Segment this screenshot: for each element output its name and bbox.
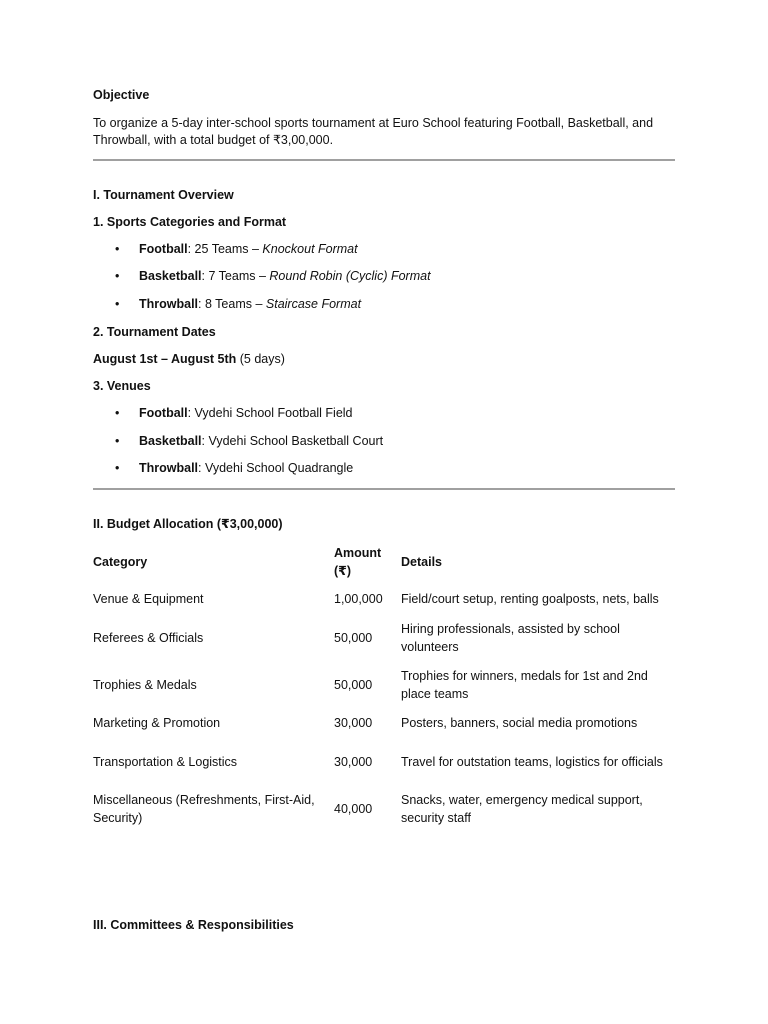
bullet-icon: • [115,406,120,420]
sport-name: Football [139,406,188,420]
amount-cell: 30,000 [334,754,373,769]
dates-duration: (5 days) [236,352,285,366]
objective-heading: Objective [93,88,150,102]
table-row [93,738,675,785]
table-row [93,661,675,708]
column-header-amount: Amount (₹) [334,546,382,578]
table-row [93,708,675,738]
divider [93,159,675,161]
details-cell: Posters, banners, social media promotions [401,716,638,730]
column-header-category: Category [93,555,148,569]
category-cell: Venue & Equipment [93,592,204,606]
amount-cell: 30,000 [334,716,373,730]
category-cell: Referees & Officials [93,630,204,645]
categories-heading: 1. Sports Categories and Format [93,215,287,229]
committees-heading: III. Committees & Responsibilities [93,918,294,932]
budget-table [93,540,675,832]
table-header-row [93,540,675,584]
table-row [93,614,675,661]
details-cell: Field/court setup, renting goalposts, nets, balls [401,592,659,606]
dates-heading: 2. Tournament Dates [93,325,216,339]
sport-name: Throwball [139,461,199,475]
tournament-dates [93,352,285,366]
venues-heading: 3. Venues [93,379,151,393]
details-cell: Travel for outstation teams, logistics for officials [401,754,663,769]
venue-name: : Vydehi School Basketball Court [201,434,384,448]
column-header-details: Details [401,555,442,569]
amount-cell: 40,000 [334,801,373,816]
bullet-icon: • [115,434,120,448]
amount-cell: 1,00,000 [334,592,383,606]
bullet-icon: • [115,297,120,311]
bullet-icon: • [115,461,120,475]
budget-heading: II. Budget Allocation (₹3,00,000) [93,517,283,531]
table-row [93,785,675,832]
bullet-icon: • [115,269,120,283]
sport-name: Basketball [139,434,202,448]
overview-heading: I. Tournament Overview [93,188,234,202]
category-cell: Transportation & Logistics [93,754,238,769]
objective-text: To organize a 5-day inter-school sports tournament at Euro School featuring Football, Basketball, and Throwball, with a total budget of ₹3,00,000. [93,116,654,147]
dates-range: August 1st – August 5th [93,352,237,366]
tournament-format: Staircase Format [265,297,362,311]
category-cell: Marketing & Promotion [93,716,221,730]
sport-name: Football [139,242,188,256]
details-cell: Hiring professionals, assisted by school volunteers [401,621,620,654]
table-row [93,584,675,614]
venue-name: : Vydehi School Quadrangle [198,461,354,475]
tournament-format: Round Robin (Cyclic) Format [269,269,431,283]
team-count: : 25 Teams – [187,242,263,256]
bullet-icon: • [115,242,120,256]
team-count: : 7 Teams – [201,269,270,283]
team-count: : 8 Teams – [198,297,266,311]
amount-cell: 50,000 [334,677,373,692]
sport-name: Basketball [139,269,202,283]
details-cell: Trophies for winners, medals for 1st and 2nd place teams [401,668,648,701]
sport-name: Throwball [139,297,199,311]
category-cell: Miscellaneous (Refreshments, First-Aid, Security) [93,792,315,825]
tournament-format: Knockout Format [262,242,358,256]
divider [93,488,675,490]
category-cell: Trophies & Medals [93,677,197,692]
details-cell: Snacks, water, emergency medical support, security staff [401,792,643,825]
venue-name: : Vydehi School Football Field [187,406,353,420]
amount-cell: 50,000 [334,630,373,645]
